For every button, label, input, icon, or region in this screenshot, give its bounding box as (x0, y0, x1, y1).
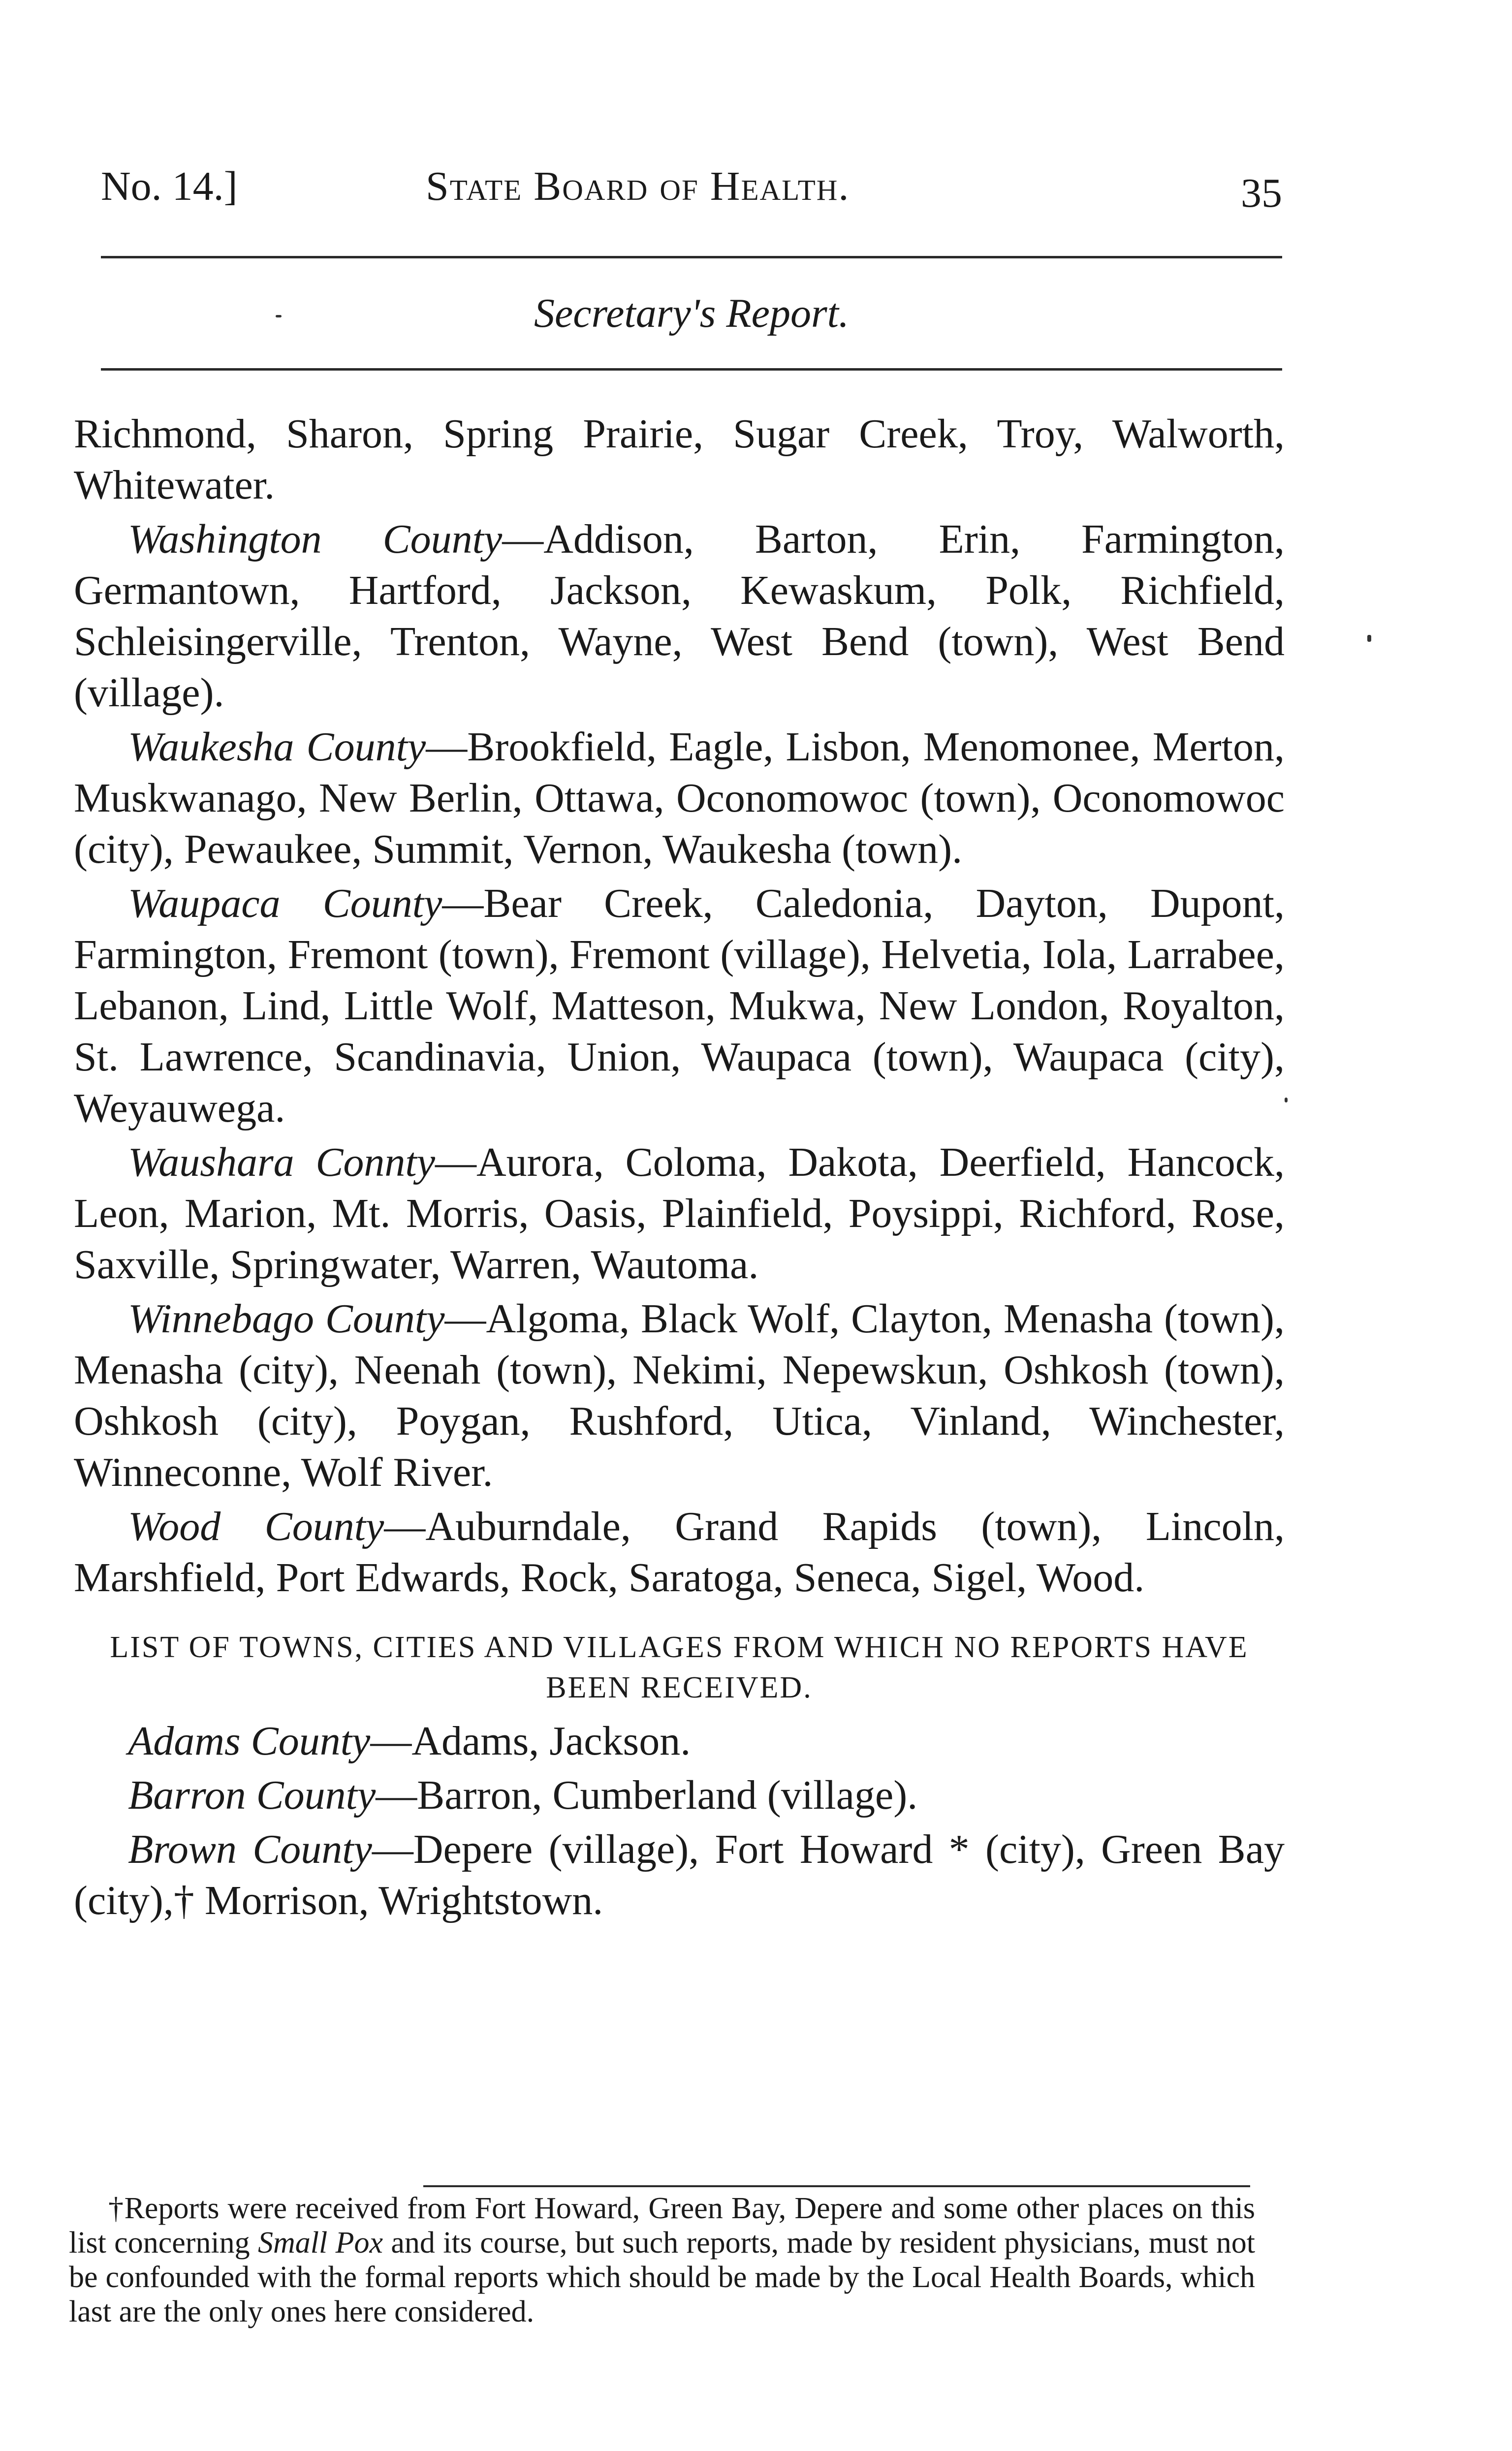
county-name: Waukesha County (128, 724, 426, 770)
no-reports-heading: LIST OF TOWNS, CITIES AND VILLAGES FROM WHICH NO REPORTS HAVE BEEN RECEIVED. (110, 1631, 1249, 1704)
county-name: Waushara Connty (128, 1139, 436, 1185)
county-name: Waupaca County (128, 880, 442, 926)
page-number: 35 (1241, 170, 1282, 216)
county-places: Brookfield, Eagle, Lisbon, Menomonee, Merton, Muskwanago, New Berlin, Ottawa, Oconomowoc (town), Oconomowoc (city), Pewaukee, Summit, Vernon, Waukesha (town). (74, 724, 1285, 872)
county-entry-wood: Wood County—Auburndale, Grand Rapids (town), Lincoln, Marshfield, Port Edwards, Rock, Saratoga, Seneca, Sigel, Wood. (74, 1504, 1285, 1601)
county-entry-brown: Brown County—Depere (village), Fort Howard * (city), Green Bay (city),† Morrison, Wrightstown. (74, 1826, 1285, 1923)
footnote-emphasis: Small Pox (257, 2226, 383, 2260)
county-entry-washington: Washington County—Addison, Barton, Erin, Farmington, Germantown, Hartford, Jackson, Kewaskum, Polk, Richfield, Schleisingerville, Trenton, Wayne, West Bend (town), West Bend (village). (74, 516, 1285, 716)
county-places: Algoma, Black Wolf, Clayton, Menasha (town), Menasha (city), Neenah (town), Nekimi, Nepewskun, Oshkosh (town), Oshkosh (city), Poygan, Rushford, Utica, Vinland, Winchester, Winneconne, Wolf River. (74, 1296, 1285, 1495)
county-entry-waushara: Waushara Connty—Aurora, Coloma, Dakota, Deerfield, Hancock, Leon, Marion, Mt. Morris, Oasis, Plainfield, Poysippi, Richford, Rose, Saxville, Springwater, Warren, Wautoma. (74, 1139, 1285, 1288)
county-name: Washington County (128, 516, 503, 562)
paper-speck (276, 315, 282, 317)
county-places: Addison, Barton, Erin, Farmington, Germantown, Hartford, Jackson, Kewaskum, Polk, Richfield, Schleisingerville, Trenton, Wayne, West Bend (town), West Bend (village). (74, 516, 1285, 716)
county-places: Bear Creek, Caledonia, Dayton, Dupont, Farmington, Fremont (town), Fremont (village), Helvetia, Iola, Larrabee, Lebanon, Lind, Little Wolf, Matteson, Mukwa, New London, Royalton, St. Lawrence, Scandinavia, Union, Waupaca (town), Waupaca (city), Weyauwega. (74, 880, 1285, 1131)
paper-speck (1285, 1098, 1288, 1102)
county-places: Aurora, Coloma, Dakota, Deerfield, Hancock, Leon, Marion, Mt. Morris, Oasis, Plainfield, Poysippi, Richford, Rose, Saxville, Springwater, Warren, Wautoma. (74, 1139, 1285, 1288)
county-places: Depere (village), Fort Howard * (city), Green Bay (city),† Morrison, Wrightstown. (74, 1826, 1285, 1923)
county-entry-adams: Adams County—Adams, Jackson. (128, 1718, 691, 1764)
county-name: Brown County (128, 1826, 372, 1872)
section-rule (101, 368, 1282, 371)
county-entry-winnebago: Winnebago County—Algoma, Black Wolf, Clayton, Menasha (town), Menasha (city), Neenah (town), Nekimi, Nepewskun, Oshkosh (town), Oshkosh (city), Poygan, Rushford, Utica, Vinland, Winchester, Winneconne, Wolf River. (74, 1296, 1285, 1495)
section-title: Secretary's Report. (534, 290, 849, 336)
footnote-text-end: and its course, but such reports, made by resident physicians, must not be confounded with the formal reports which should be made by the Local Health Boards, which last are the only ones here considered. (69, 2226, 1255, 2328)
county-entry-waupaca: Waupaca County—Bear Creek, Caledonia, Dayton, Dupont, Farmington, Fremont (town), Fremont (village), Helvetia, Iola, Larrabee, Lebanon, Lind, Little Wolf, Matteson, Mukwa, New London, Royalton, St. Lawrence, Scandinavia, Union, Waupaca (town), Waupaca (city), Weyauwega. (74, 880, 1285, 1131)
county-places: Auburndale, Grand Rapids (town), Lincoln, Marshfield, Port Edwards, Rock, Saratoga, Seneca, Sigel, Wood. (74, 1504, 1285, 1601)
county-name: Winnebago County (128, 1296, 445, 1342)
document-number: No. 14.] (101, 163, 238, 209)
county-name: Wood County (128, 1504, 384, 1549)
footnote (69, 2191, 1255, 2329)
footnote-text (69, 2191, 1255, 2329)
paper-speck (1367, 635, 1371, 642)
county-places: Adams, Jackson. (411, 1718, 691, 1764)
county-entry-barron: Barron County—Barron, Cumberland (village). (128, 1772, 918, 1818)
county-name: Barron County (128, 1772, 376, 1818)
county-entry-waukesha: Waukesha County—Brookfield, Eagle, Lisbon, Menomonee, Merton, Muskwanago, New Berlin, Ottawa, Oconomowoc (town), Oconomowoc (city), Pewaukee, Summit, Vernon, Waukesha (town). (74, 724, 1285, 872)
publication-title: State Board of Health. (426, 163, 850, 209)
running-header (101, 162, 1282, 217)
continuation-paragraph: Richmond, Sharon, Spring Prairie, Sugar Creek, Troy, Walworth, Whitewater. (74, 411, 1285, 508)
footnote-text-start: †Reports were received from Fort Howard, Green Bay, Depere and some other places on this list concerning (69, 2192, 1255, 2260)
county-places: Barron, Cumberland (village). (417, 1772, 918, 1818)
county-name: Adams County (128, 1718, 371, 1764)
footnote-rule (423, 2185, 1250, 2187)
main-text (74, 408, 1285, 1929)
header-rule (101, 256, 1282, 258)
